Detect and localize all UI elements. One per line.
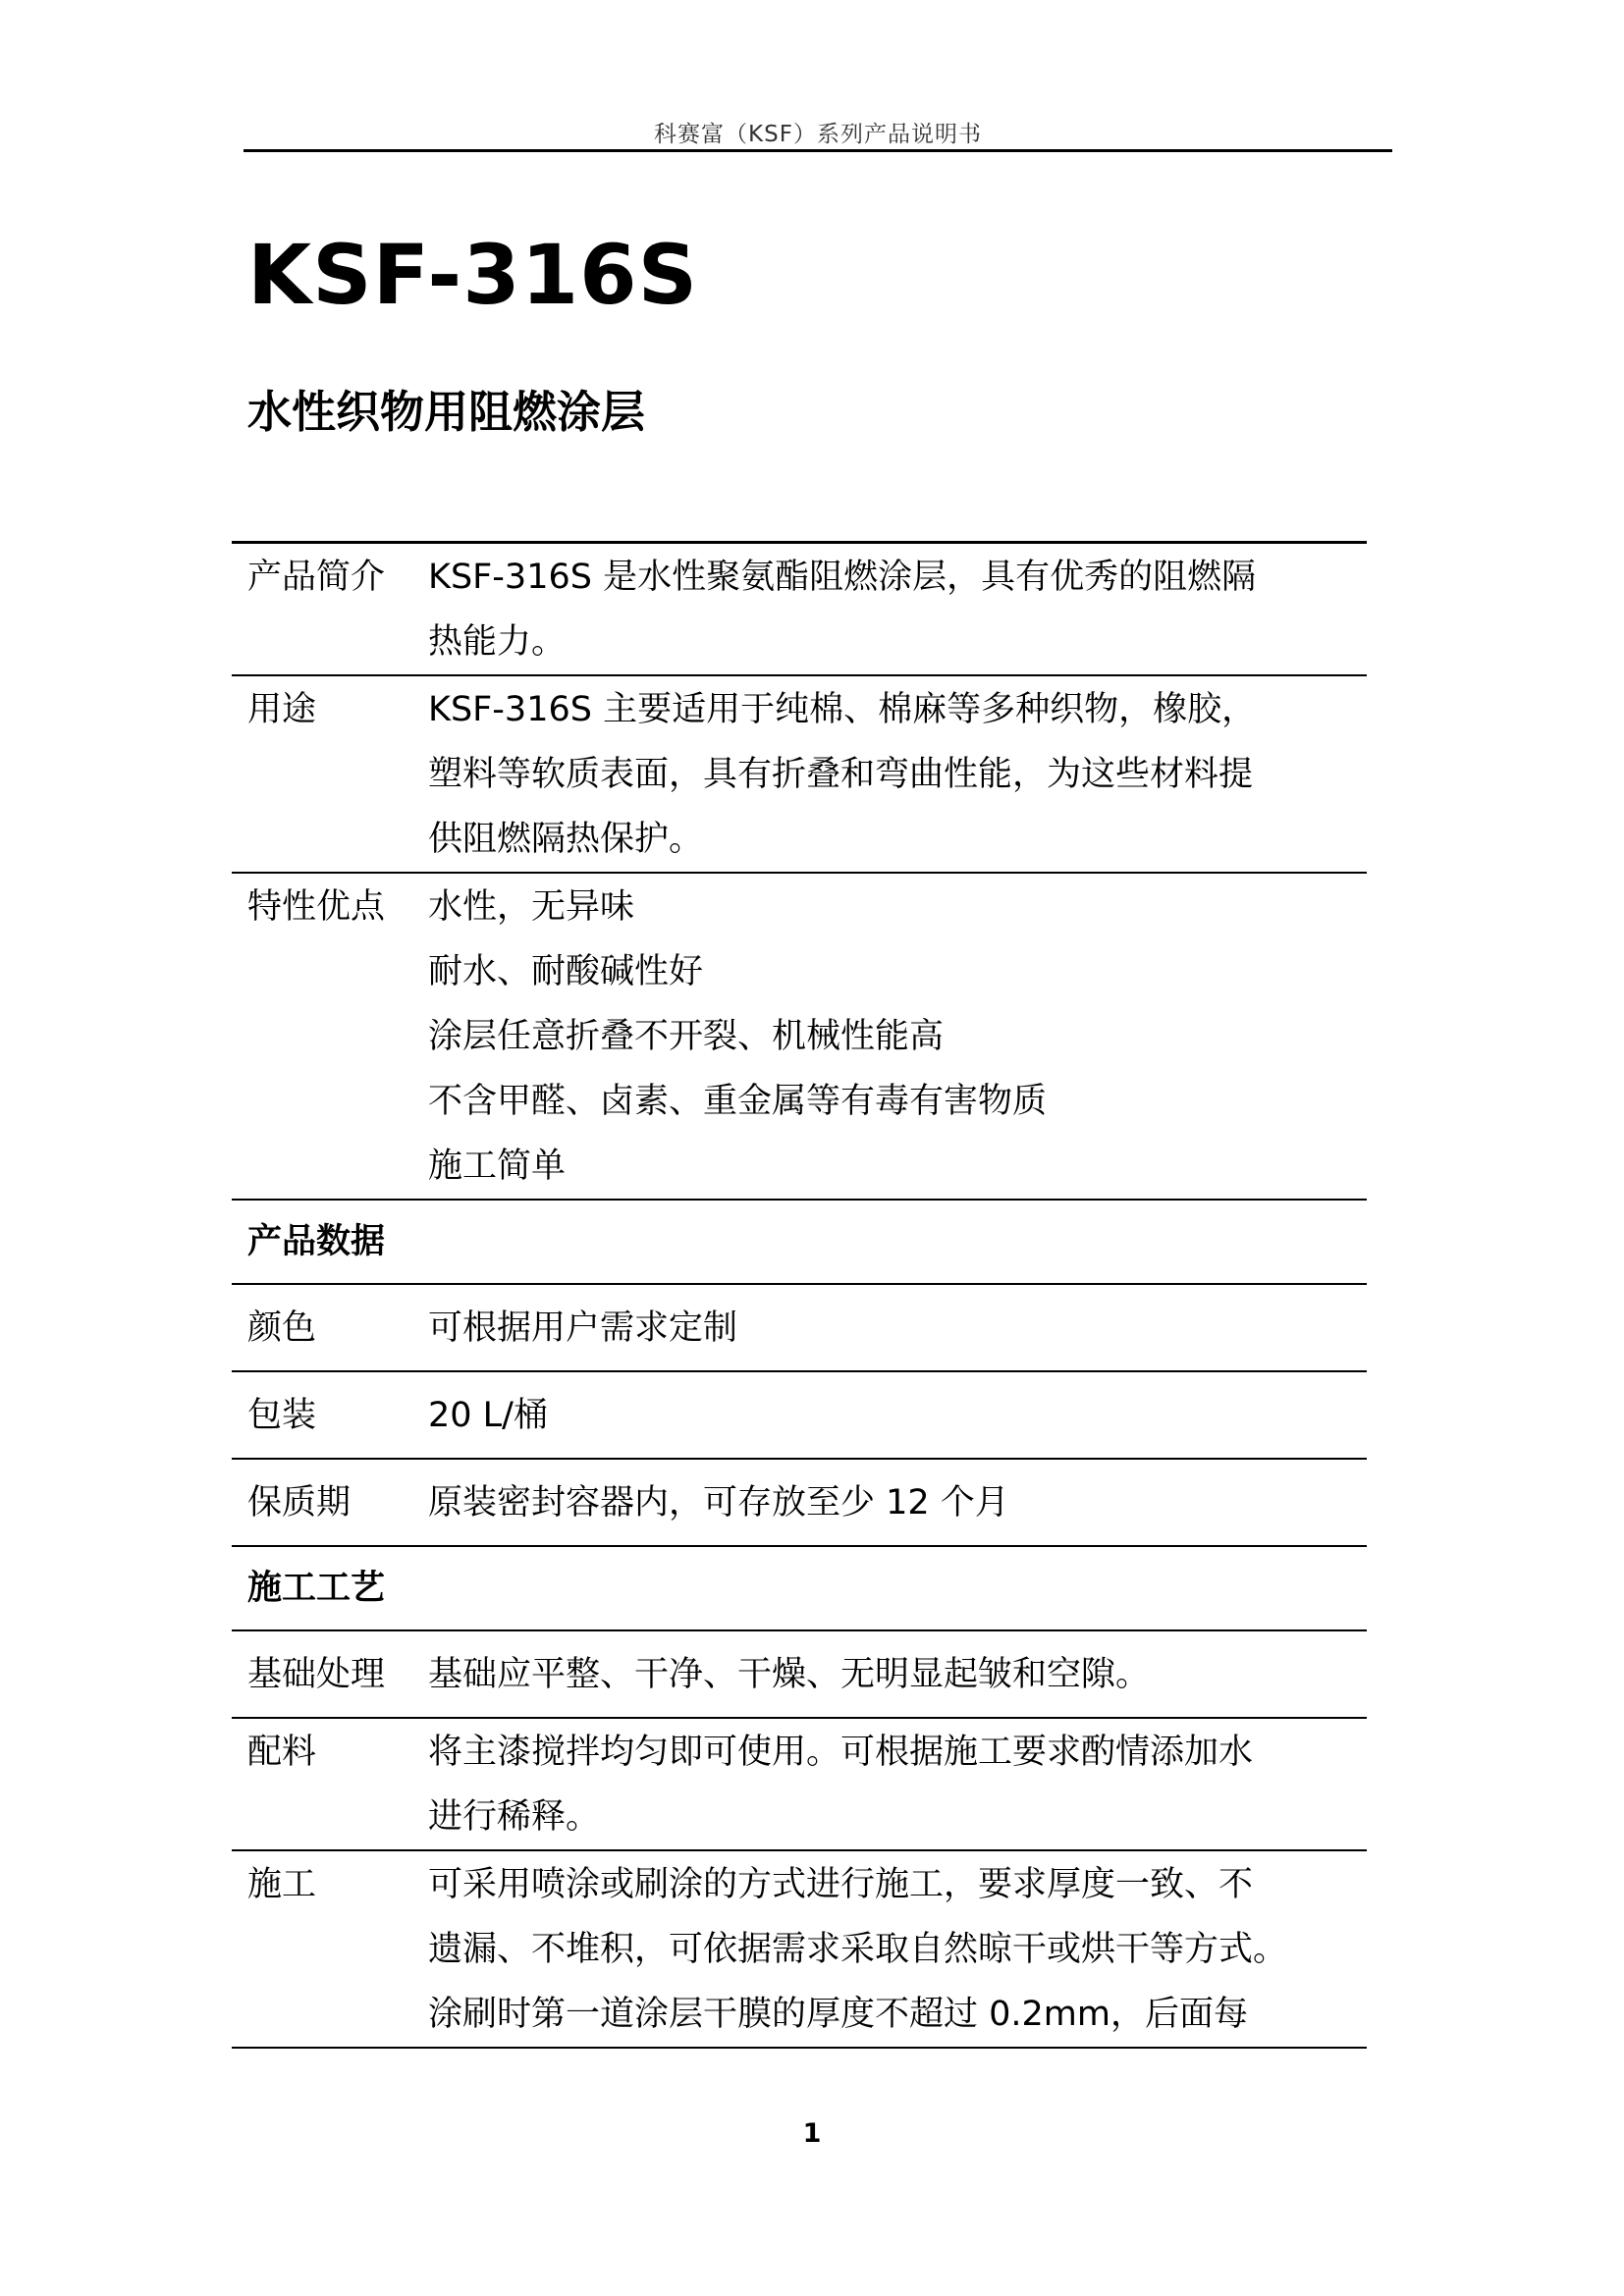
row-intro <box>232 544 1367 676</box>
text-line: 热能力。 <box>428 622 567 662</box>
product-name: 水性织物用阻燃涂层 <box>247 386 646 438</box>
row-label: 基础处理 <box>247 1655 386 1694</box>
product-code: KSF-316S <box>247 227 699 323</box>
row-value <box>428 676 1367 872</box>
text-line: KSF-316S 是水性聚氨酯阻燃涂层，具有优秀的阻燃隔 <box>428 558 1257 597</box>
header-rule <box>244 149 1392 152</box>
row-value: 可根据用户需求定制 <box>428 1308 738 1348</box>
text-line: KSF-316S 主要适用于纯棉、棉麻等多种织物，橡胶， <box>428 690 1257 729</box>
text-line: 塑料等软质表面，具有折叠和弯曲性能，为这些材料提 <box>428 755 1254 794</box>
text-line: 供阻燃隔热保护。 <box>428 820 704 859</box>
row-application <box>232 1851 1367 2049</box>
row-label: 颜色 <box>247 1308 317 1348</box>
page-number: 1 <box>802 2118 822 2149</box>
text-line: 可采用喷涂或刷涂的方式进行施工，要求厚度一致、不 <box>428 1865 1254 1904</box>
row-usage <box>232 676 1367 874</box>
row-value <box>428 544 1367 674</box>
row-value <box>428 874 1367 1199</box>
text-line: 将主漆搅拌均匀即可使用。可根据施工要求酌情添加水 <box>428 1733 1254 1772</box>
page-header: 科赛富（KSF）系列产品说明书 <box>654 122 982 147</box>
row-label: 施工 <box>247 1865 317 1904</box>
feature-item: 不含甲醛、卤素、重金属等有毒有害物质 <box>428 1082 1048 1121</box>
feature-item: 水性，无异味 <box>428 887 635 927</box>
row-color <box>232 1285 1367 1372</box>
row-label: 包装 <box>247 1396 317 1435</box>
row-shelf-life <box>232 1460 1367 1547</box>
spec-table <box>232 541 1367 2049</box>
feature-item: 施工简单 <box>428 1147 567 1186</box>
row-base-treatment <box>232 1631 1367 1719</box>
row-features <box>232 874 1367 1201</box>
text-line: 涂刷时第一道涂层干膜的厚度不超过 0.2mm，后面每 <box>428 1995 1248 2034</box>
section-heading-product-data: 产品数据 <box>232 1201 1367 1285</box>
feature-item: 耐水、耐酸碱性好 <box>428 952 704 991</box>
row-label: 产品简介 <box>247 558 386 597</box>
row-label: 配料 <box>247 1733 317 1772</box>
text-line: 进行稀释。 <box>428 1797 601 1837</box>
row-label: 保质期 <box>247 1483 352 1522</box>
row-value <box>428 1719 1367 1849</box>
row-label: 特性优点 <box>247 887 386 927</box>
row-value <box>428 1631 1367 1717</box>
row-value: 20 L/桶 <box>428 1396 548 1435</box>
row-label: 用途 <box>247 690 317 729</box>
section-heading-process: 施工工艺 <box>232 1547 1367 1631</box>
text-line: 基础应平整、干净、干燥、无明显起皱和空隙。 <box>428 1655 1151 1694</box>
row-mixing <box>232 1719 1367 1851</box>
text-line: 遗漏、不堆积，可依据需求采取自然晾干或烘干等方式。 <box>428 1930 1288 1969</box>
row-value: 原装密封容器内，可存放至少 12 个月 <box>428 1483 1009 1522</box>
row-package <box>232 1372 1367 1460</box>
feature-item: 涂层任意折叠不开裂、机械性能高 <box>428 1017 945 1056</box>
row-value <box>428 1851 1367 2047</box>
